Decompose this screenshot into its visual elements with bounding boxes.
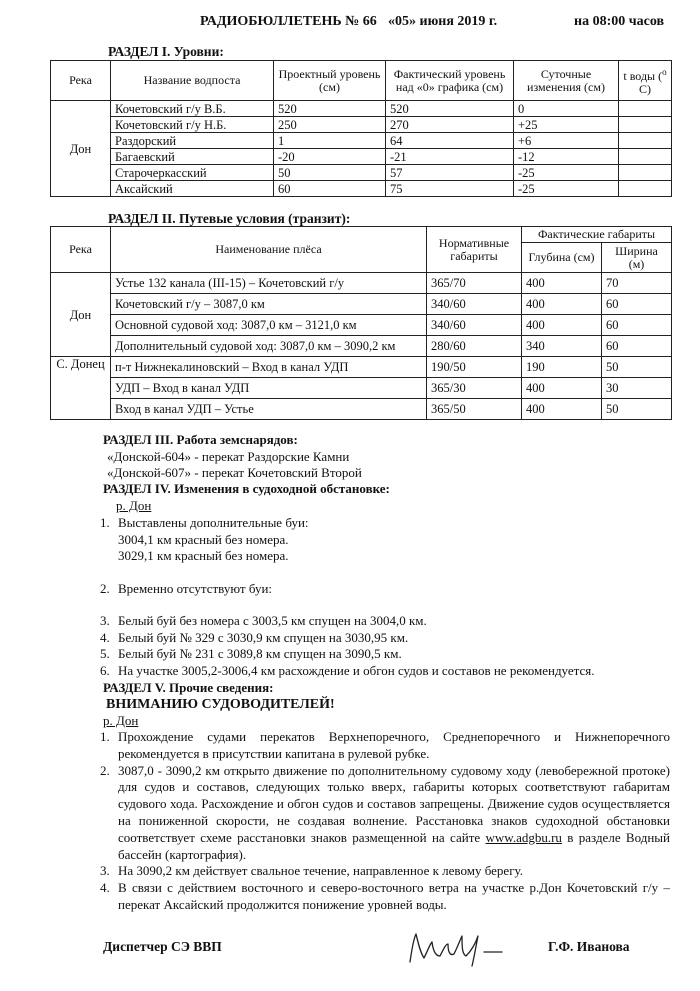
table-cell: 190 (522, 357, 602, 378)
table-cell: -25 (514, 181, 619, 197)
col-header: Река (51, 61, 111, 101)
bulletin-time: на 08:00 часов (574, 14, 665, 29)
table-cell: 50 (602, 399, 672, 420)
table-cell: +6 (514, 133, 619, 149)
table-cell: Кочетовский г/у В.Б. (111, 101, 274, 117)
buoy-line: 3029,1 км красный без номера. (118, 548, 289, 563)
table-cell: 340 (522, 336, 602, 357)
table-cell: 60 (602, 315, 672, 336)
table-cell: 60 (602, 294, 672, 315)
table-cell: 70 (602, 273, 672, 294)
col-header: Наименование плёса (111, 227, 427, 273)
bulletin-title: РАДИОБЮЛЛЕТЕНЬ № 66 (200, 14, 377, 29)
section-1-title: РАЗДЕЛ I. Уровни: (108, 44, 224, 59)
table-cell: Кочетовский г/у Н.Б. (111, 117, 274, 133)
dredger-line: «Донской-607» - перекат Кочетовский Второй (107, 465, 362, 480)
table-cell: 270 (386, 117, 514, 133)
table-cell: Основной судовой ход: 3087,0 км – 3121,0 км (111, 315, 427, 336)
section-5-items (100, 729, 670, 914)
table-cell: Аксайский (111, 181, 274, 197)
list-item: 4. В связи с действием восточного и северо-восточного ветра на участке р.Дон Кочетовский г/у – перекат Аксайский продолжится понижение уровней воды. (100, 880, 670, 912)
dredger-line: «Донской-604» - перекат Раздорские Камни (107, 448, 350, 464)
river-label: р. Дон (103, 713, 139, 728)
col-header: Суточные изменения (см) (514, 61, 619, 101)
river-cell: Дон (51, 273, 111, 357)
bulletin-date: «05» июня 2019 г. (388, 14, 498, 29)
col-header: Проектный уровень (см) (274, 61, 386, 101)
table-cell: 400 (522, 294, 602, 315)
dispatcher-role: Диспетчер СЭ ВВП (103, 939, 222, 954)
table-cell: Вход в канал УДП – Устье (111, 399, 427, 420)
table-cell: 400 (522, 273, 602, 294)
table-cell: 365/30 (427, 378, 522, 399)
table-cell: Багаевский (111, 149, 274, 165)
table-cell: 365/70 (427, 273, 522, 294)
table-cell: 60 (602, 336, 672, 357)
site-link[interactable]: www.adgbu.ru (485, 829, 562, 845)
table-cell (619, 165, 672, 181)
table-cell: 520 (274, 101, 386, 117)
buoy-line: 3004,1 км красный без номера. (118, 531, 289, 547)
table-cell: -21 (386, 149, 514, 165)
table-cell: 365/50 (427, 399, 522, 420)
col-header: Ширина (м) (602, 243, 672, 273)
col-header: Река (51, 227, 111, 273)
river-label: р. Дон (116, 497, 152, 513)
list-item: 3. Белый буй без номера с 3003,5 км спущен на 3004,0 км. (100, 613, 427, 628)
col-header: Глубина (см) (522, 243, 602, 273)
section-4-title: РАЗДЕЛ IV. Изменения в судоходной обстановке: (103, 481, 390, 496)
table-cell: 400 (522, 315, 602, 336)
table-cell: 400 (522, 378, 602, 399)
table-cell: 250 (274, 117, 386, 133)
table-cell: Дополнительный судовой ход: 3087,0 км – 3090,2 км (111, 336, 427, 357)
river-cell: С. Донец (51, 357, 111, 420)
list-item: 4. Белый буй № 329 с 3030,9 км спущен на 3030,95 км. (100, 629, 409, 645)
dispatcher-name: Г.Ф. Иванова (548, 939, 630, 954)
section-5-header (103, 680, 663, 730)
table-cell: 50 (602, 357, 672, 378)
table-cell: 280/60 (427, 336, 522, 357)
table-cell: +25 (514, 117, 619, 133)
section-4-item-2 (100, 581, 670, 598)
list-item: 5. Белый буй № 231 с 3089,8 км спущен на 3090,5 км. (100, 646, 402, 661)
table-cell: УДП – Вход в канал УДП (111, 378, 427, 399)
col-header: Нормативные габариты (427, 227, 522, 273)
table-cell: 0 (514, 101, 619, 117)
table-cell: Кочетовский г/у – 3087,0 км (111, 294, 427, 315)
section-4-header (103, 481, 663, 514)
table-cell: 75 (386, 181, 514, 197)
section-2-title: РАЗДЕЛ II. Путевые условия (транзит): (108, 211, 351, 226)
table-cell (619, 133, 672, 149)
table-cell: -25 (514, 165, 619, 181)
table-cell: 520 (386, 101, 514, 117)
col-header-water-temp: t воды ($^o$ C) (619, 61, 672, 101)
handwritten-signature (402, 928, 512, 970)
list-item: 2. 3087,0 - 3090,2 км открыто движение по дополнительному судовому ходу (левобережной протоке) для судов и составов, следующих только вверх, габариты которых соответствуют габаритам судового хода. Расхождение и обгон судов и составов запрещены. Движение судов осуществляется на пониженной скорости, не создавая волнение. Расстановка знаков судоходной обстановки соответствует схеме расстановки знаков размещенной на сайте www.adgbu.ru в разделе Водный бассейн (картография). (100, 762, 670, 862)
col-header: Фактический уровень над «0» графика (см) (386, 61, 514, 101)
table-cell: 400 (522, 399, 602, 420)
river-cell: Дон (51, 101, 111, 197)
table-cell: 1 (274, 133, 386, 149)
table-cell: 30 (602, 378, 672, 399)
table-cell (619, 181, 672, 197)
table-cell: 50 (274, 165, 386, 181)
table-cell: 340/60 (427, 294, 522, 315)
warning-heading: ВНИМАНИЮ СУДОВОДИТЕЛЕЙ! (106, 696, 335, 712)
table-cell: Раздорский (111, 133, 274, 149)
table-cell: 60 (274, 181, 386, 197)
section-4-items (100, 515, 670, 565)
col-header: Фактические габариты (522, 227, 672, 243)
table-cell: 57 (386, 165, 514, 181)
table-cell: 190/50 (427, 357, 522, 378)
table-cell: -12 (514, 149, 619, 165)
table-cell: -20 (274, 149, 386, 165)
list-item: 2. Временно отсутствуют буи: (100, 581, 273, 596)
col-header: Название водпоста (111, 61, 274, 101)
table-cell (619, 149, 672, 165)
list-item: 6. На участке 3005,2-3006,4 км расхождение и обгон судов и составов не рекомендуется. (100, 662, 595, 678)
list-item: 1. Выставлены дополнительные буи: (100, 515, 309, 530)
table-cell: 340/60 (427, 315, 522, 336)
list-item: 3. На 3090,2 км действует свальное течение, направленное к левому берегу. (100, 863, 523, 879)
table-cell: Устье 132 канала (III-15) – Кочетовский г/у (111, 273, 427, 294)
section-5-title: РАЗДЕЛ V. Прочие сведения: (103, 680, 274, 695)
section-4-items-rest (100, 613, 670, 679)
levels-table (50, 60, 672, 197)
list-item: 1. Прохождение судами перекатов Верхнепоречного, Среднепоречного и Нижнепоречного рекомендуется в присутствии капитана в рулевой рубке. (100, 729, 670, 761)
table-cell: 64 (386, 133, 514, 149)
table-cell: Старочеркасский (111, 165, 274, 181)
transit-table (50, 226, 672, 420)
table-cell (619, 117, 672, 133)
table-cell (619, 101, 672, 117)
section-3-title: РАЗДЕЛ III. Работа земснарядов: (103, 432, 298, 447)
section-3 (103, 432, 663, 482)
table-cell: п-т Нижнекалиновский – Вход в канал УДП (111, 357, 427, 378)
